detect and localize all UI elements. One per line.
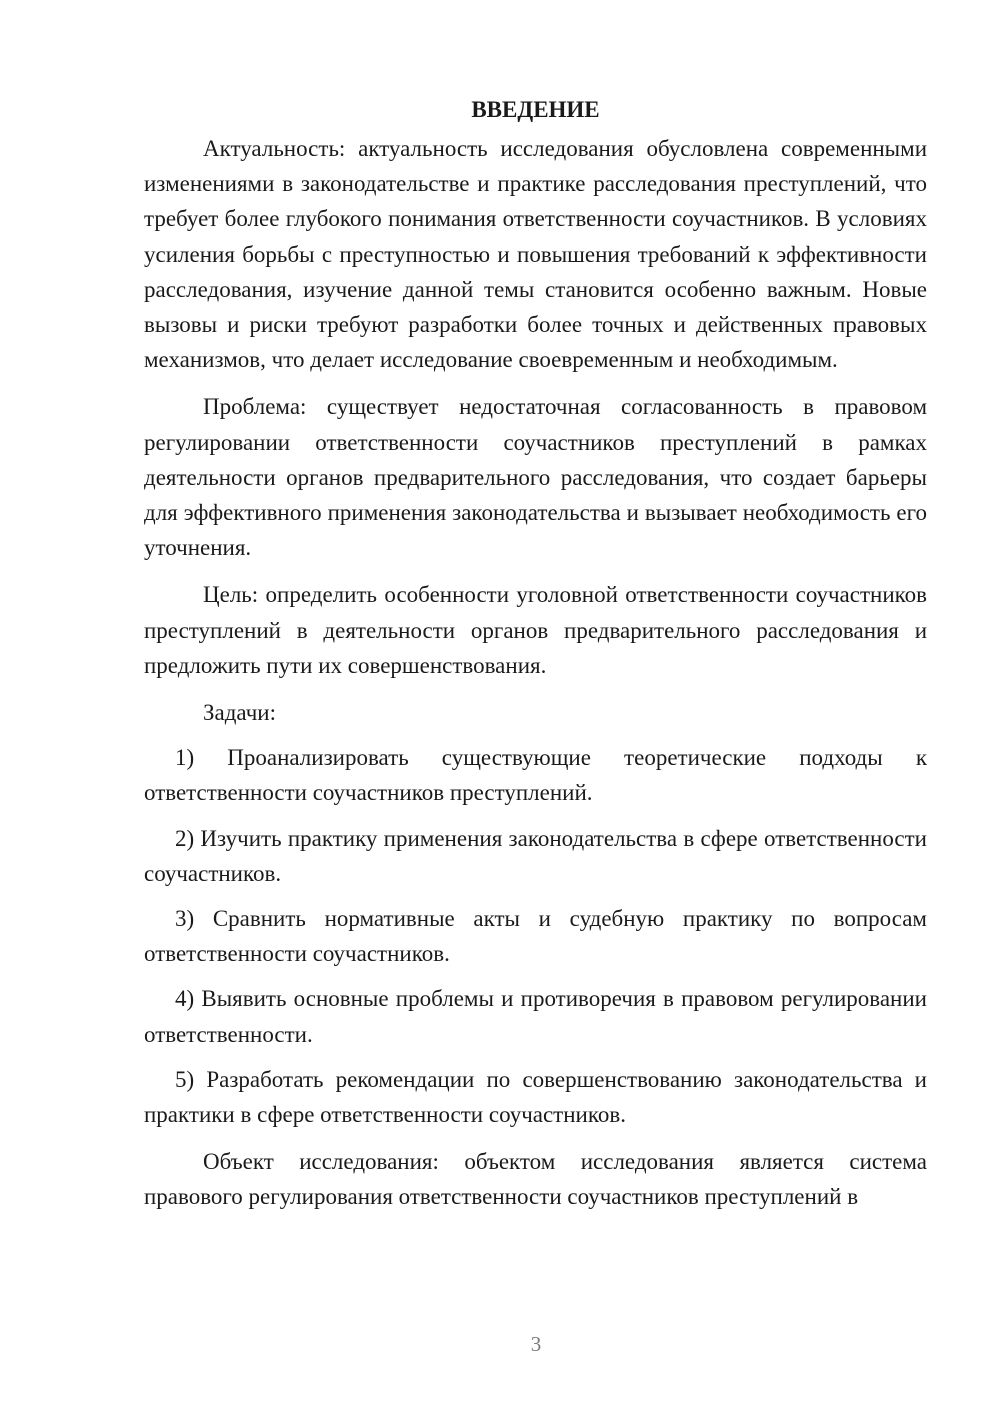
task-item: 3) Сравнить нормативные акты и судебную практику по вопросам ответственности соучастников. <box>144 906 927 967</box>
problem-paragraph: Проблема: существует недостаточная согласованность в правовом регулировании ответственности соучастников преступлений в рамках деятельности органов предварительного расследования, что создает барьеры для эффективного применения законодательства и вызывает необходимость его уточнения. <box>144 394 927 561</box>
task-item: 2) Изучить практику применения законодательства в сфере ответственности соучастников. <box>144 825 927 886</box>
task-item: 5) Разработать рекомендации по совершенствованию законодательства и практики в сфере ответственности соучастников. <box>144 1066 927 1128</box>
section-title: ВВЕДЕНИЕ <box>471 97 600 122</box>
object-paragraph: Объект исследования: объектом исследования является система правового регулирования ответственности соучастников преступлений в <box>144 1149 927 1210</box>
page-number: 3 <box>530 1332 542 1356</box>
task-item: 4) Выявить основные проблемы и противоречия в правовом регулировании ответственности. <box>144 986 927 1047</box>
goal-paragraph: Цель: определить особенности уголовной ответственности соучастников преступлений в деятельности органов предварительного расследования и предложить пути их совершенствования. <box>144 582 927 678</box>
document-body <box>144 92 927 1215</box>
tasks-heading: Задачи: <box>203 700 276 726</box>
task-item: 1) Проанализировать существующие теоретические подходы к ответственности соучастников преступлений. <box>144 745 927 806</box>
relevance-paragraph: Актуальность: актуальность исследования обусловлена современными изменениями в законодательстве и практике расследования преступлений, что требует более глубокого понимания ответственности соучастников. В условиях усиления борьбы с преступностью и повышения требований к эффективности расследования, изучение данной темы становится особенно важным. Новые вызовы и риски требуют разработки более точных и действенных правовых механизмов, что делает исследование своевременным и необходимым. <box>144 136 927 373</box>
